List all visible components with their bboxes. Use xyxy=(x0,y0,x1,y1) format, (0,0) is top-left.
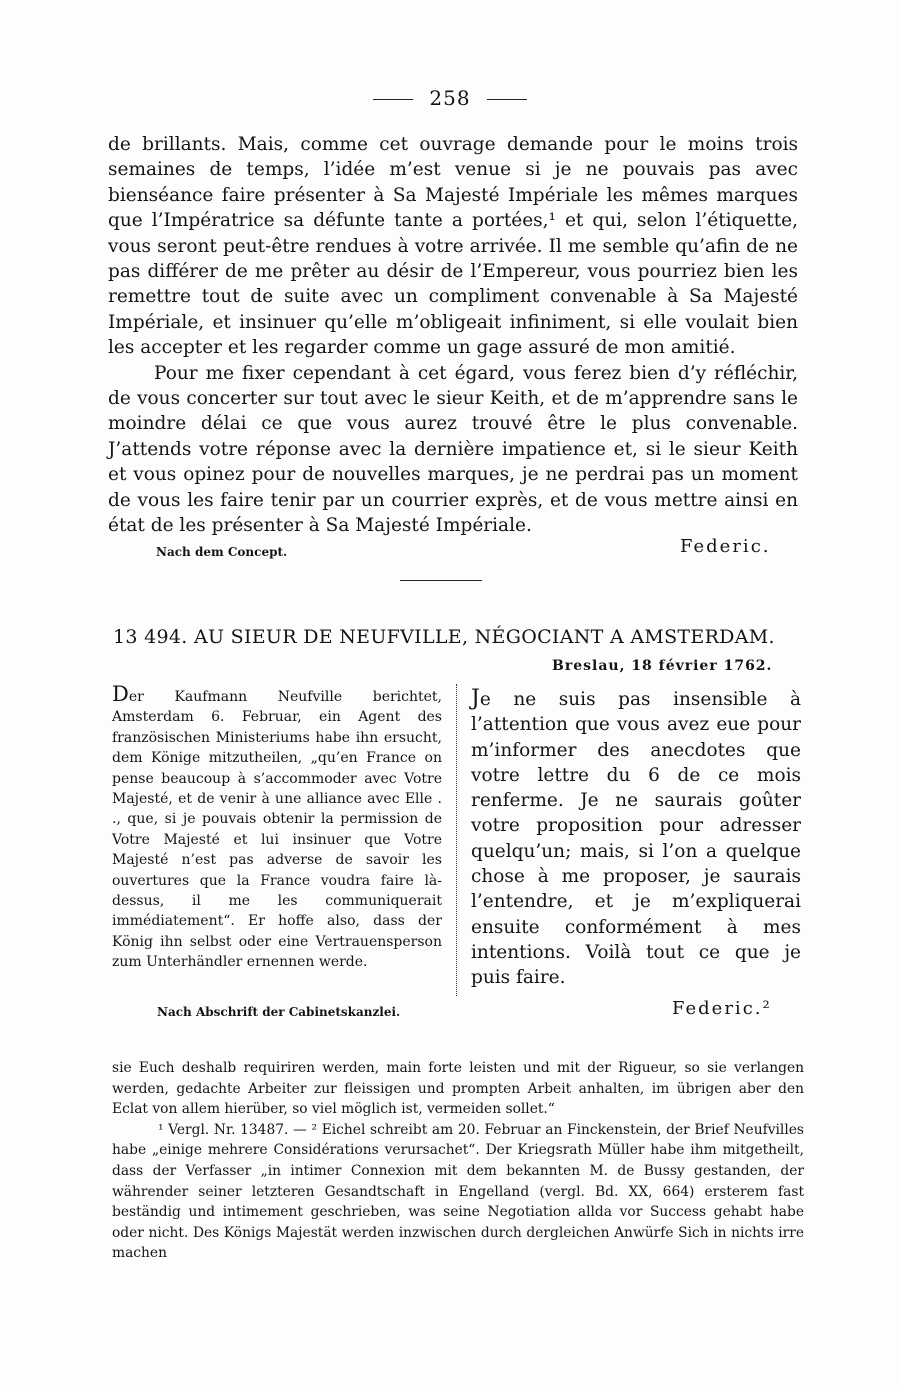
letter-number: 13 494. xyxy=(113,626,188,648)
letter-title: AU SIEUR DE NEUFVILLE, NÉGOCIANT A AMSTERDAM. xyxy=(193,626,775,648)
source-note-concept: Nach dem Concept. xyxy=(156,545,288,559)
footnote-continuation: sie Euch deshalb requiriren werden, main forte leisten und mit der Rigueur, so sie verlangen werden, gedachte Arbeiter zur fleissigen und prompten Arbeit anhalten, im übrigen aber den Eclat von allem hierüber, so viel möglich ist, vermeiden sollet.“ xyxy=(112,1060,804,1118)
source-note-cabinet: Nach Abschrift der Cabinetskanzlei. xyxy=(157,1005,401,1019)
letter-summary xyxy=(112,684,442,973)
page-number-left-dash xyxy=(373,99,413,100)
footnote-references: ¹ Vergl. Nr. 13487. — ² Eichel schreibt am 20. Februar an Finckenstein, der Brief Neufvilles habe „einige mehrere Considérations verursachet“. Der Kriegsrath Müller habe ihm mitgetheilt, dass der Verfasser „in intimer Connexion mit dem bekannten M. de Bussy gestanden, der währender seiner letzteren Gesandtschaft in Engelland (vergl. Bd. XX, 664) ersterem fast beständig und intimement geschrieben, was seine Negotiation allda vor Success gehabt habe oder nicht. Des Königs Majestät werden inzwischen durch dergleichen Anwürfe Sich in nichts irre machen xyxy=(112,1121,804,1262)
main-letter-text xyxy=(108,132,798,539)
main-paragraph-2: Pour me fixer cependant à cet égard, vous ferez bien d’y réfléchir, de vous concerter sur tout avec le sieur Keith, et de m’apprendre sans le moindre délai ce que vous aurez trouvé être le plus convenable. J’attends votre réponse avec la dernière impatience et, si le sieur Keith et vous opinez pour de nouvelles marques, je ne perdrai pas un moment de vous les faire tenir par un courrier exprès, et de vous mettre ainsi en état de les présenter à Sa Majesté Impériale. xyxy=(108,362,798,537)
column-divider xyxy=(456,684,457,996)
signature-federic-2: Federic.² xyxy=(672,998,772,1019)
summary-text: er Kaufmann Neufville berichtet, Amsterdam 6. Februar, ein Agent des französischen Ministeriums habe ihn ersucht, dem Könige mitzutheilen, „qu’en France on pense beaucoup à s’accommoder avec Votre Majesté, et de venir à une alliance avec Elle . ., que, si je pouvais obtenir la permission de Votre Majesté et lui insinuer que Votre Majesté n’est pas adverse de savoir les ouvertures que la France voudra faire là-dessus, il me les communiquerait immédiatement“. Er hoffe also, dass der König ihn selbst oder eine Vertrauensperson zum Unterhändler ernennen werde. xyxy=(112,689,442,971)
page-number-right-dash xyxy=(487,99,527,100)
letter-dateline: Breslau, 18 février 1762. xyxy=(552,658,773,674)
letter-heading xyxy=(113,626,813,648)
page-number xyxy=(0,86,900,110)
signature-federic-1: Federic. xyxy=(680,536,771,557)
summary-initial: D xyxy=(112,682,129,706)
letter-body-text: e ne suis pas insensible à l’attention que vous avez eue pour m’informer des anecdotes que votre lettre du 6 de ce mois renferme. Je ne saurais goûter votre proposition pour adresser quelqu’un; mais, si l’on a quelque chose à me proposer, je saurais l’entendre, et je m’expliquerai ensuite conformément à mes intentions. Voilà tout ce que je puis faire. xyxy=(471,689,801,989)
section-divider-rule xyxy=(400,580,482,581)
page-number-text: 258 xyxy=(429,86,471,110)
letter-body-initial: J xyxy=(471,686,480,711)
main-paragraph-1: de brillants. Mais, comme cet ouvrage demande pour le moins trois semaines de temps, l’idée m’est venue si je ne pouvais pas avec bienséance faire présenter à Sa Majesté Impériale les mêmes marques que l’Impératrice sa défunte tante a portées,¹ et qui, selon l’étiquette, vous seront peut-être rendues à votre arrivée. Il me semble qu’afin de ne pas différer de me prêter au désir de l’Empereur, vous pourriez bien les remettre tout de suite avec un compliment convenable à Sa Majesté Impériale, et insinuer qu’elle m’obligeait infiniment, si elle voulait bien les accepter et les regarder comme un gage assuré de mon amitié. xyxy=(108,134,798,359)
footnotes xyxy=(112,1058,804,1264)
letter-body xyxy=(471,686,801,991)
